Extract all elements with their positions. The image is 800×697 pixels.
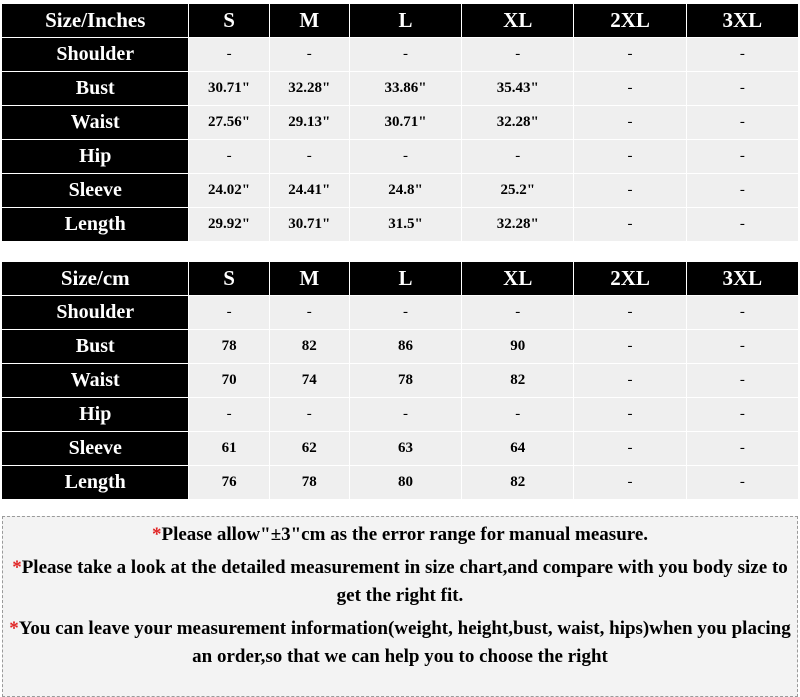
value-cell: - — [574, 330, 685, 363]
value-cell: 33.86" — [350, 72, 461, 105]
row-label-cell: Shoulder — [2, 38, 188, 71]
note-leave-measurement — [3, 615, 797, 671]
value-cell: 76 — [189, 466, 268, 499]
value-cell: - — [574, 106, 685, 139]
table-row — [2, 38, 798, 71]
value-cell: 61 — [189, 432, 268, 465]
size-header-cell: M — [270, 4, 349, 37]
size-header-cell: S — [189, 262, 268, 295]
value-cell: 32.28" — [270, 72, 349, 105]
table-header-row — [2, 4, 798, 37]
size-header-cell: XL — [462, 262, 573, 295]
value-cell: - — [462, 140, 573, 173]
value-cell: - — [462, 296, 573, 329]
size-header-cell: XL — [462, 4, 573, 37]
table-row — [2, 296, 798, 329]
star-mark: * — [9, 618, 19, 639]
value-cell: - — [574, 140, 685, 173]
row-label-cell: Sleeve — [2, 432, 188, 465]
table-row — [2, 140, 798, 173]
value-cell: 30.71" — [270, 208, 349, 241]
table-row — [2, 466, 798, 499]
value-cell: 31.5" — [350, 208, 461, 241]
value-cell: - — [189, 140, 268, 173]
value-cell: - — [350, 140, 461, 173]
row-label-cell: Bust — [2, 72, 188, 105]
value-cell: - — [574, 432, 685, 465]
table-row — [2, 364, 798, 397]
size-header-cell: M — [270, 262, 349, 295]
value-cell: 70 — [189, 364, 268, 397]
row-label-cell: Waist — [2, 364, 188, 397]
measurement-notes — [2, 516, 798, 697]
size-header-cell: 2XL — [574, 262, 685, 295]
value-cell: 25.2" — [462, 174, 573, 207]
note-text: You can leave your measurement information(weight, height,bust, waist, hips)when you placing an order,so that we can help you to choose the right — [18, 618, 791, 667]
value-cell: 24.41" — [270, 174, 349, 207]
value-cell: - — [350, 296, 461, 329]
value-cell: - — [687, 466, 798, 499]
value-cell: - — [574, 72, 685, 105]
value-cell: - — [574, 364, 685, 397]
value-cell: 82 — [462, 364, 573, 397]
value-cell: - — [189, 398, 268, 431]
value-cell: - — [687, 432, 798, 465]
table-header-label: Size/Inches — [2, 4, 188, 37]
value-cell: 27.56" — [189, 106, 268, 139]
value-cell: 82 — [270, 330, 349, 363]
value-cell: - — [687, 208, 798, 241]
value-cell: - — [462, 398, 573, 431]
value-cell: 32.28" — [462, 208, 573, 241]
star-mark: * — [151, 524, 162, 545]
value-cell: 29.13" — [270, 106, 349, 139]
value-cell: - — [270, 296, 349, 329]
value-cell: - — [687, 140, 798, 173]
row-label-cell: Hip — [2, 140, 188, 173]
value-cell: 86 — [350, 330, 461, 363]
note-compare-size — [3, 554, 797, 610]
size-header-cell: L — [350, 262, 461, 295]
value-cell: 82 — [462, 466, 573, 499]
size-header-cell: 3XL — [687, 4, 798, 37]
table-row — [2, 330, 798, 363]
table-row — [2, 72, 798, 105]
table-header-row — [2, 262, 798, 295]
value-cell: 24.02" — [189, 174, 268, 207]
value-cell: - — [687, 72, 798, 105]
cm-size-table — [1, 261, 799, 500]
row-label-cell: Length — [2, 208, 188, 241]
row-label-cell: Waist — [2, 106, 188, 139]
value-cell: - — [189, 38, 268, 71]
table-header-label: Size/cm — [2, 262, 188, 295]
value-cell: - — [687, 296, 798, 329]
note-text: Please allow"±3"cm as the error range for manual measure. — [161, 524, 649, 545]
value-cell: - — [687, 330, 798, 363]
table-row — [2, 208, 798, 241]
value-cell: 64 — [462, 432, 573, 465]
value-cell: - — [574, 208, 685, 241]
value-cell: 80 — [350, 466, 461, 499]
value-cell: - — [350, 398, 461, 431]
table-row — [2, 106, 798, 139]
value-cell: 29.92" — [189, 208, 268, 241]
value-cell: - — [574, 296, 685, 329]
size-header-cell: L — [350, 4, 461, 37]
value-cell: - — [189, 296, 268, 329]
value-cell: - — [462, 38, 573, 71]
value-cell: - — [574, 466, 685, 499]
note-error-range — [3, 521, 797, 549]
size-header-cell: 3XL — [687, 262, 798, 295]
value-cell: 24.8" — [350, 174, 461, 207]
value-cell: 63 — [350, 432, 461, 465]
value-cell: - — [687, 364, 798, 397]
value-cell: - — [687, 174, 798, 207]
value-cell: - — [574, 38, 685, 71]
row-label-cell: Sleeve — [2, 174, 188, 207]
value-cell: 35.43" — [462, 72, 573, 105]
value-cell: - — [687, 38, 798, 71]
value-cell: 78 — [350, 364, 461, 397]
value-cell: 62 — [270, 432, 349, 465]
row-label-cell: Length — [2, 466, 188, 499]
value-cell: 30.71" — [189, 72, 268, 105]
table-row — [2, 174, 798, 207]
table-row — [2, 398, 798, 431]
value-cell: - — [270, 38, 349, 71]
value-cell: 32.28" — [462, 106, 573, 139]
value-cell: 30.71" — [350, 106, 461, 139]
inch-size-table — [1, 3, 799, 242]
value-cell: 78 — [270, 466, 349, 499]
row-label-cell: Hip — [2, 398, 188, 431]
value-cell: - — [687, 106, 798, 139]
value-cell: - — [687, 398, 798, 431]
value-cell: - — [350, 38, 461, 71]
star-mark: * — [12, 557, 22, 578]
size-header-cell: 2XL — [574, 4, 685, 37]
value-cell: - — [270, 398, 349, 431]
row-label-cell: Shoulder — [2, 296, 188, 329]
value-cell: - — [574, 174, 685, 207]
size-header-cell: S — [189, 4, 268, 37]
note-text: Please take a look at the detailed measurement in size chart,and compare with you body size to get the right fit. — [21, 557, 788, 606]
value-cell: 74 — [270, 364, 349, 397]
value-cell: 90 — [462, 330, 573, 363]
row-label-cell: Bust — [2, 330, 188, 363]
table-row — [2, 432, 798, 465]
value-cell: 78 — [189, 330, 268, 363]
value-cell: - — [574, 398, 685, 431]
value-cell: - — [270, 140, 349, 173]
